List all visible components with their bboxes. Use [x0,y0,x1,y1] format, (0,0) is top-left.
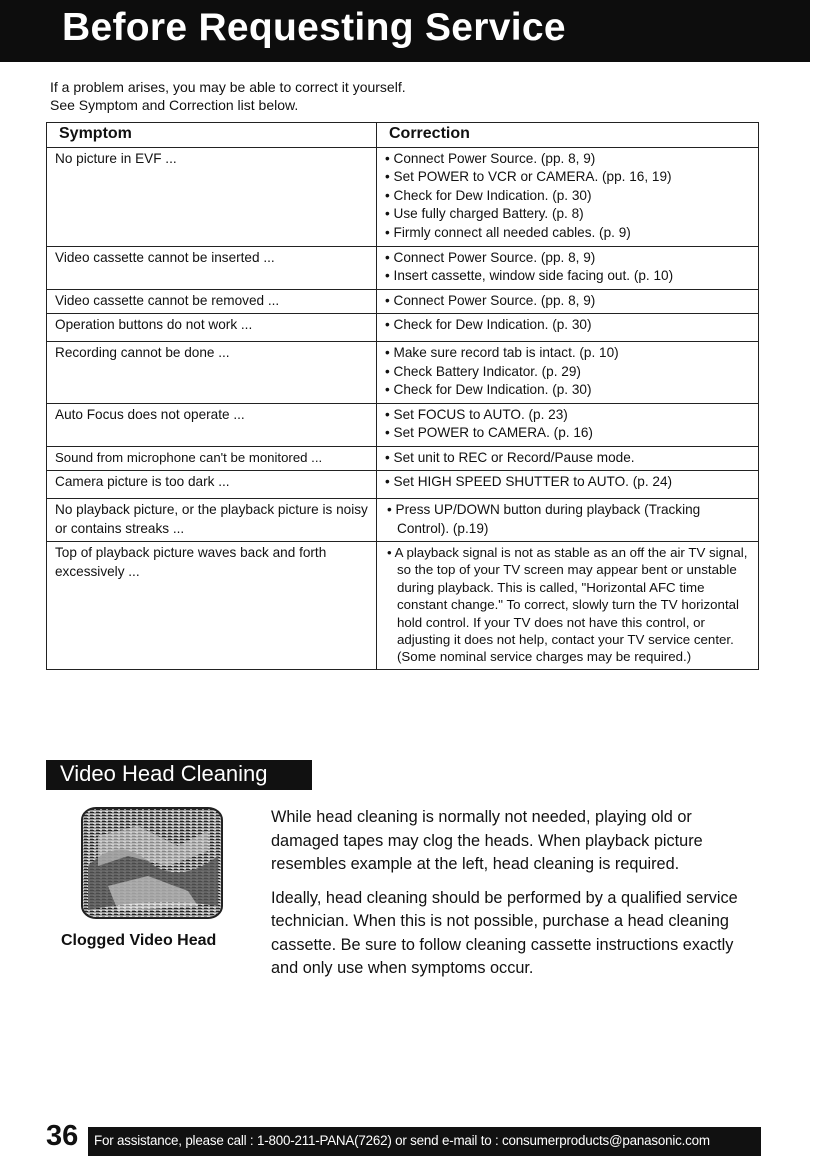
table-row [47,147,759,246]
correction-item: • Set POWER to CAMERA. (p. 16) [385,425,593,440]
symptom-cell: No picture in EVF ... [47,147,377,246]
correction-cell [377,246,759,289]
paragraph: While head cleaning is normally not needed, playing old or damaged tapes may clog the heads. When playback picture resembles example at the left, head cleaning is required. [271,808,703,873]
correction-cell [377,471,759,499]
cleaning-text [271,806,761,991]
section-banner [46,760,312,790]
correction-item: • Firmly connect all needed cables. (p. 9) [385,224,631,240]
correction-cell [377,342,759,404]
table-row [47,314,759,342]
correction-cell [377,147,759,246]
correction-cell [377,542,759,670]
symptom-cell: Camera picture is too dark ... [47,471,377,499]
table-row [47,342,759,404]
correction-item: • Check for Dew Indication. (p. 30) [385,317,592,332]
table-row [47,542,759,670]
symptom-cell: Video cassette cannot be removed ... [47,289,377,314]
symptom-cell: Operation buttons do not work ... [47,314,377,342]
symptom-cell: Sound from microphone can't be monitored ... [47,446,377,471]
correction-item: • Press UP/DOWN button during playback (Tracking Control). (p.19) [387,502,701,536]
section-title: Video Head Cleaning [60,761,268,786]
correction-item: • A playback signal is not as stable as an off the air TV signal, so the top of your TV screen may appear bent or unstable during playback. This is called, "Horizontal AFC time constant change." To correct, slowly turn the TV horizontal hold control. If your TV does not have this control, or adjusting it does not help, contact your TV service center. (Some nominal service charges may be required.) [387,545,748,665]
correction-header: Correction [377,123,759,148]
title-banner [0,0,810,62]
correction-cell [377,403,759,446]
correction-item: • Make sure record tab is intact. (p. 10) [385,345,619,360]
correction-item: • Connect Power Source. (pp. 8, 9) [385,249,596,265]
correction-item: • Check for Dew Indication. (p. 30) [385,187,592,203]
symptom-cell: No playback picture, or the playback picture is noisy or contains streaks ... [47,499,377,542]
assistance-text: For assistance, please call : 1-800-211-PANA(7262) or send e-mail to : consumerproducts@panasonic.com [94,1133,710,1148]
paragraph: Ideally, head cleaning should be performed by a qualified service technician. When this is not possible, purchase a head cleaning cassette. Be sure to follow cleaning cassette instructions exactly and only use when symptoms occur. [271,888,738,977]
correction-item: • Set HIGH SPEED SHUTTER to AUTO. (p. 24) [385,474,673,489]
correction-cell [377,446,759,471]
correction-item: • Use fully charged Battery. (p. 8) [385,206,584,221]
symptom-cell: Auto Focus does not operate ... [47,403,377,446]
symptom-cell: Video cassette cannot be inserted ... [47,246,377,289]
correction-item: • Connect Power Source. (pp. 8, 9) [385,292,596,308]
intro-text [50,78,406,114]
clogged-video-head-image [78,806,226,920]
page-number: 36 [46,1120,79,1152]
table-row [47,446,759,471]
table-row [47,403,759,446]
correction-item: • Connect Power Source. (pp. 8, 9) [385,150,596,166]
table-row [47,471,759,499]
symptom-cell: Top of playback picture waves back and forth excessively ... [47,542,377,670]
footer-banner [88,1127,761,1156]
symptom-cell: Recording cannot be done ... [47,342,377,404]
table-row [47,499,759,542]
correction-cell [377,499,759,542]
correction-item: • Check for Dew Indication. (p. 30) [385,382,592,397]
correction-item: • Set POWER to VCR or CAMERA. (pp. 16, 19) [385,169,672,184]
page-title: Before Requesting Service [62,6,566,49]
correction-item: • Insert cassette, window side facing out. (p. 10) [385,268,674,283]
intro-line: If a problem arises, you may be able to correct it yourself. [50,79,406,95]
image-caption: Clogged Video Head [61,932,217,949]
correction-item: • Check Battery Indicator. (p. 29) [385,363,581,379]
symptom-header: Symptom [47,123,377,148]
correction-cell [377,314,759,342]
correction-item: • Set unit to REC or Record/Pause mode. [385,449,635,465]
table-row [47,246,759,289]
intro-line: See Symptom and Correction list below. [50,97,299,113]
troubleshooting-table [46,122,759,670]
correction-cell [377,289,759,314]
table-row [47,289,759,314]
correction-item: • Set FOCUS to AUTO. (p. 23) [385,406,568,422]
